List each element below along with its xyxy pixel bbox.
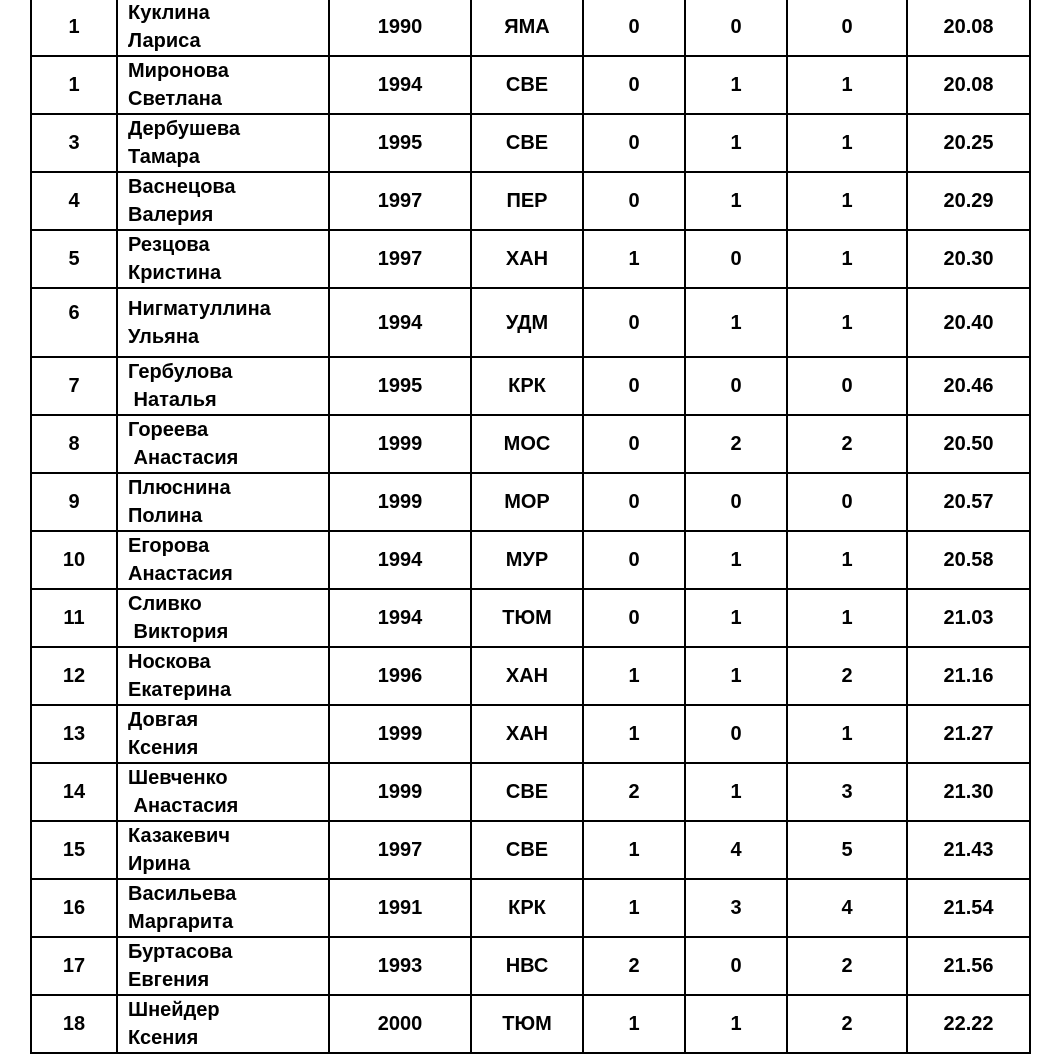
athlete-name-cell <box>117 821 329 879</box>
athlete-name-cell <box>117 288 329 357</box>
birth-year-cell: 1999 <box>329 705 471 763</box>
region-cell: КРК <box>471 879 583 937</box>
place-cell: 1 <box>31 56 117 114</box>
region-cell: УДМ <box>471 288 583 357</box>
penalty-1-cell: 0 <box>583 589 685 647</box>
birth-year-cell: 1991 <box>329 879 471 937</box>
athlete-first-name: Маргарита <box>128 911 234 933</box>
penalty-1-cell: 1 <box>583 821 685 879</box>
birth-year-cell: 1994 <box>329 589 471 647</box>
penalty-total-cell: 0 <box>787 0 907 56</box>
athlete-surname: Дербушева <box>128 118 240 140</box>
table-row <box>31 589 1030 647</box>
athlete-first-name: Кристина <box>128 262 222 284</box>
athlete-first-name: Ксения <box>128 737 199 759</box>
penalty-total-cell: 1 <box>787 589 907 647</box>
athlete-first-name: Анастасия <box>128 447 239 469</box>
penalty-total-cell: 1 <box>787 705 907 763</box>
birth-year-cell: 1995 <box>329 114 471 172</box>
region-cell: ХАН <box>471 647 583 705</box>
penalty-2-cell: 1 <box>685 995 787 1053</box>
result-time-cell: 21.54 <box>907 879 1030 937</box>
result-time-cell: 20.50 <box>907 415 1030 473</box>
athlete-surname: Носкова <box>128 651 211 673</box>
penalty-2-cell: 1 <box>685 531 787 589</box>
place-cell: 3 <box>31 114 117 172</box>
place-cell: 7 <box>31 357 117 415</box>
place-cell: 1 <box>31 0 117 56</box>
region-cell: МОС <box>471 415 583 473</box>
athlete-surname: Плюснина <box>128 477 231 499</box>
athlete-first-name: Ирина <box>128 853 191 875</box>
athlete-surname: Довгая <box>128 709 199 731</box>
result-time-cell: 21.27 <box>907 705 1030 763</box>
athlete-surname: Миронова <box>128 60 229 82</box>
penalty-1-cell: 0 <box>583 288 685 357</box>
table-row <box>31 531 1030 589</box>
athlete-name-cell <box>117 647 329 705</box>
athlete-surname: Егорова <box>128 535 210 557</box>
table-row <box>31 705 1030 763</box>
athlete-first-name: Валерия <box>128 204 214 226</box>
table-row <box>31 763 1030 821</box>
penalty-1-cell: 2 <box>583 937 685 995</box>
penalty-1-cell: 0 <box>583 415 685 473</box>
penalty-2-cell: 0 <box>685 705 787 763</box>
athlete-name-cell <box>117 56 329 114</box>
athlete-name-cell <box>117 357 329 415</box>
results-table-body <box>31 0 1030 1053</box>
penalty-2-cell: 1 <box>685 114 787 172</box>
athlete-surname: Шнейдер <box>128 999 220 1021</box>
birth-year-cell: 1993 <box>329 937 471 995</box>
place-cell: 11 <box>31 589 117 647</box>
penalty-1-cell: 1 <box>583 647 685 705</box>
table-row <box>31 288 1030 357</box>
table-row <box>31 995 1030 1053</box>
birth-year-cell: 1996 <box>329 647 471 705</box>
place-cell: 13 <box>31 705 117 763</box>
penalty-total-cell: 2 <box>787 995 907 1053</box>
athlete-first-name: Анастасия <box>128 563 233 585</box>
penalty-1-cell: 0 <box>583 357 685 415</box>
birth-year-cell: 1997 <box>329 172 471 230</box>
athlete-first-name: Ульяна <box>128 325 200 348</box>
penalty-2-cell: 1 <box>685 647 787 705</box>
result-time-cell: 21.03 <box>907 589 1030 647</box>
athlete-first-name: Виктория <box>128 621 229 643</box>
place-cell: 18 <box>31 995 117 1053</box>
athlete-surname: Нигматуллина <box>128 297 271 320</box>
penalty-2-cell: 0 <box>685 937 787 995</box>
athlete-first-name: Наталья <box>128 389 217 411</box>
penalty-1-cell: 0 <box>583 531 685 589</box>
athlete-name-cell <box>117 937 329 995</box>
result-time-cell: 21.43 <box>907 821 1030 879</box>
result-time-cell: 20.40 <box>907 288 1030 357</box>
result-time-cell: 20.46 <box>907 357 1030 415</box>
result-time-cell: 21.56 <box>907 937 1030 995</box>
place-cell: 17 <box>31 937 117 995</box>
penalty-2-cell: 1 <box>685 56 787 114</box>
penalty-total-cell: 2 <box>787 647 907 705</box>
athlete-name-cell <box>117 415 329 473</box>
athlete-first-name: Тамара <box>128 146 200 168</box>
penalty-2-cell: 0 <box>685 473 787 531</box>
place-cell: 14 <box>31 763 117 821</box>
penalty-1-cell: 0 <box>583 56 685 114</box>
table-row <box>31 647 1030 705</box>
birth-year-cell: 1997 <box>329 821 471 879</box>
athlete-name-cell <box>117 705 329 763</box>
penalty-2-cell: 0 <box>685 0 787 56</box>
penalty-total-cell: 0 <box>787 473 907 531</box>
region-cell: СВЕ <box>471 114 583 172</box>
region-cell: ХАН <box>471 230 583 288</box>
place-cell: 9 <box>31 473 117 531</box>
region-cell: ХАН <box>471 705 583 763</box>
penalty-total-cell: 4 <box>787 879 907 937</box>
penalty-2-cell: 1 <box>685 288 787 357</box>
athlete-name-cell <box>117 995 329 1053</box>
birth-year-cell: 1990 <box>329 0 471 56</box>
athlete-first-name: Евгения <box>128 969 210 991</box>
athlete-name-cell <box>117 531 329 589</box>
result-time-cell: 20.30 <box>907 230 1030 288</box>
region-cell: НВС <box>471 937 583 995</box>
region-cell: СВЕ <box>471 763 583 821</box>
athlete-surname: Васнецова <box>128 176 236 198</box>
athlete-name-cell <box>117 0 329 56</box>
penalty-2-cell: 1 <box>685 589 787 647</box>
athlete-first-name: Анастасия <box>128 795 239 817</box>
place-cell: 16 <box>31 879 117 937</box>
penalty-total-cell: 1 <box>787 56 907 114</box>
birth-year-cell: 1999 <box>329 763 471 821</box>
penalty-2-cell: 3 <box>685 879 787 937</box>
region-cell: ТЮМ <box>471 995 583 1053</box>
penalty-total-cell: 1 <box>787 531 907 589</box>
penalty-1-cell: 1 <box>583 995 685 1053</box>
result-time-cell: 21.16 <box>907 647 1030 705</box>
penalty-2-cell: 0 <box>685 230 787 288</box>
athlete-surname: Шевченко <box>128 767 228 789</box>
table-row <box>31 821 1030 879</box>
region-cell: МУР <box>471 531 583 589</box>
place-cell: 10 <box>31 531 117 589</box>
table-row <box>31 937 1030 995</box>
place-cell: 8 <box>31 415 117 473</box>
result-time-cell: 21.30 <box>907 763 1030 821</box>
region-cell: СВЕ <box>471 56 583 114</box>
region-cell: МОР <box>471 473 583 531</box>
place-cell: 15 <box>31 821 117 879</box>
birth-year-cell: 2000 <box>329 995 471 1053</box>
athlete-first-name: Ксения <box>128 1027 199 1049</box>
table-row <box>31 230 1030 288</box>
result-time-cell: 20.29 <box>907 172 1030 230</box>
penalty-total-cell: 5 <box>787 821 907 879</box>
penalty-total-cell: 1 <box>787 288 907 357</box>
table-row <box>31 172 1030 230</box>
athlete-surname: Гербулова <box>128 361 233 383</box>
penalty-2-cell: 0 <box>685 357 787 415</box>
athlete-first-name: Лариса <box>128 30 201 52</box>
penalty-1-cell: 2 <box>583 763 685 821</box>
penalty-total-cell: 3 <box>787 763 907 821</box>
penalty-2-cell: 1 <box>685 172 787 230</box>
result-time-cell: 20.08 <box>907 56 1030 114</box>
athlete-name-cell <box>117 230 329 288</box>
table-row <box>31 357 1030 415</box>
athlete-name-cell <box>117 114 329 172</box>
birth-year-cell: 1994 <box>329 288 471 357</box>
birth-year-cell: 1997 <box>329 230 471 288</box>
place-cell: 12 <box>31 647 117 705</box>
result-time-cell: 20.08 <box>907 0 1030 56</box>
penalty-total-cell: 1 <box>787 172 907 230</box>
result-time-cell: 20.25 <box>907 114 1030 172</box>
table-row <box>31 114 1030 172</box>
birth-year-cell: 1999 <box>329 415 471 473</box>
athlete-surname: Резцова <box>128 234 210 256</box>
penalty-2-cell: 4 <box>685 821 787 879</box>
region-cell: СВЕ <box>471 821 583 879</box>
penalty-total-cell: 1 <box>787 230 907 288</box>
region-cell: ТЮМ <box>471 589 583 647</box>
penalty-total-cell: 0 <box>787 357 907 415</box>
athlete-surname: Гореева <box>128 419 209 441</box>
table-row <box>31 473 1030 531</box>
table-row <box>31 0 1030 56</box>
place-cell: 6 <box>31 288 117 357</box>
region-cell: ПЕР <box>471 172 583 230</box>
athlete-first-name: Светлана <box>128 88 222 110</box>
penalty-total-cell: 2 <box>787 937 907 995</box>
table-row <box>31 879 1030 937</box>
athlete-surname: Васильева <box>128 883 237 905</box>
result-time-cell: 22.22 <box>907 995 1030 1053</box>
table-row <box>31 415 1030 473</box>
table-row <box>31 56 1030 114</box>
result-time-cell: 20.58 <box>907 531 1030 589</box>
penalty-1-cell: 1 <box>583 230 685 288</box>
penalty-total-cell: 2 <box>787 415 907 473</box>
athlete-name-cell <box>117 172 329 230</box>
athlete-first-name: Полина <box>128 505 203 527</box>
penalty-1-cell: 1 <box>583 705 685 763</box>
place-cell: 4 <box>31 172 117 230</box>
results-table <box>30 0 1031 1054</box>
penalty-1-cell: 1 <box>583 879 685 937</box>
region-cell: ЯМА <box>471 0 583 56</box>
penalty-1-cell: 0 <box>583 172 685 230</box>
penalty-1-cell: 0 <box>583 0 685 56</box>
place-cell: 5 <box>31 230 117 288</box>
athlete-surname: Куклина <box>128 2 210 24</box>
athlete-name-cell <box>117 879 329 937</box>
birth-year-cell: 1994 <box>329 531 471 589</box>
athlete-name-cell <box>117 763 329 821</box>
athlete-name-cell <box>117 473 329 531</box>
penalty-2-cell: 1 <box>685 763 787 821</box>
birth-year-cell: 1995 <box>329 357 471 415</box>
athlete-surname: Казакевич <box>128 825 230 847</box>
penalty-1-cell: 0 <box>583 473 685 531</box>
penalty-2-cell: 2 <box>685 415 787 473</box>
penalty-1-cell: 0 <box>583 114 685 172</box>
athlete-first-name: Екатерина <box>128 679 232 701</box>
result-time-cell: 20.57 <box>907 473 1030 531</box>
athlete-name-cell <box>117 589 329 647</box>
athlete-surname: Сливко <box>128 593 202 615</box>
region-cell: КРК <box>471 357 583 415</box>
athlete-surname: Буртасова <box>128 941 233 963</box>
birth-year-cell: 1994 <box>329 56 471 114</box>
birth-year-cell: 1999 <box>329 473 471 531</box>
penalty-total-cell: 1 <box>787 114 907 172</box>
